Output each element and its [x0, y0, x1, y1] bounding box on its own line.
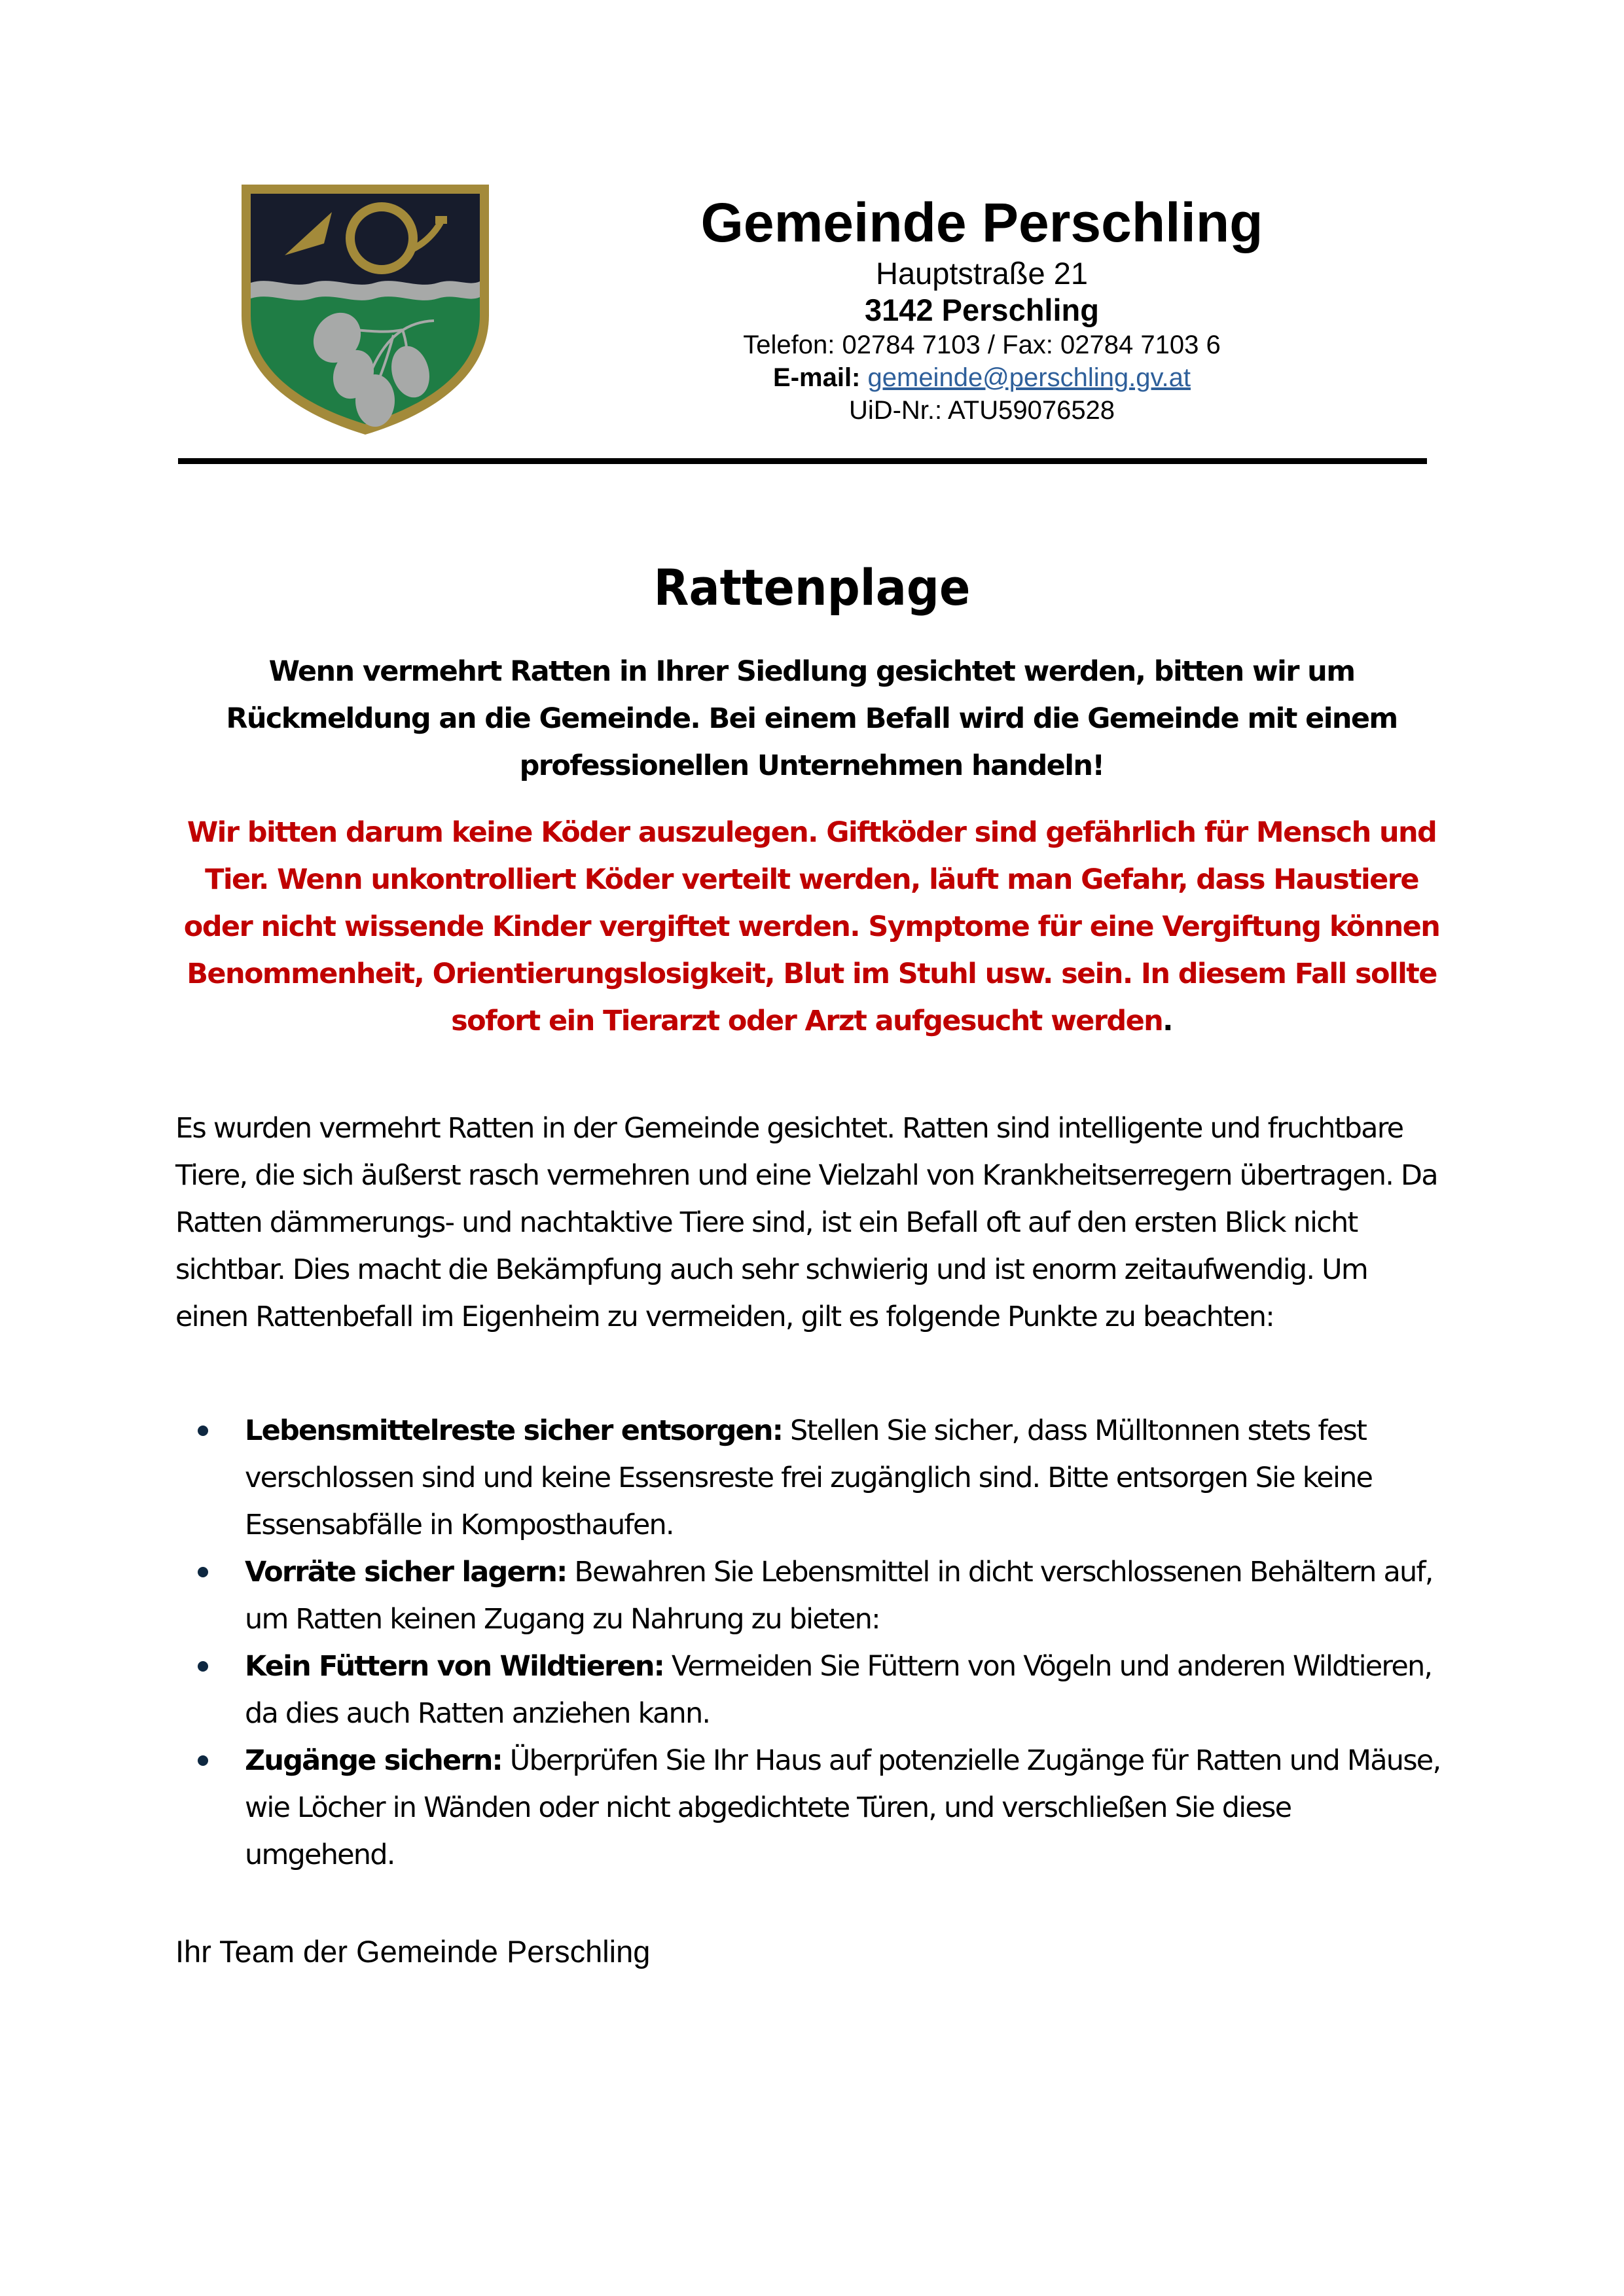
page-title: Rattenplage [653, 558, 971, 617]
bullet-icon [198, 1661, 208, 1672]
tip-text: Stellen Sie sicher, dass Mülltonnen stets fest verschlossen sind und keine Essensreste frei zugänglich sind. Bitte entsorgen Sie keine Essensabfälle in Komposthaufen. [245, 1414, 1373, 1541]
warning-period: . [1163, 1005, 1172, 1037]
tip-text: Überprüfen Sie Ihr Haus auf potenzielle Zugänge für Ratten und Mäuse, wie Löcher in Wänden oder nicht abgedichtete Türen, und verschließen Sie diese umgehend. [245, 1744, 1441, 1871]
municipal-crest-logo [239, 178, 492, 437]
email-link[interactable]: gemeinde@perschling.gv.at [867, 363, 1191, 392]
phone-fax: Telefon: 02784 7103 / Fax: 02784 7103 6 [743, 331, 1221, 359]
street-address: Hauptstraße 21 [876, 256, 1088, 291]
letterhead [655, 190, 1309, 427]
body-paragraph: Es wurden vermehrt Ratten in der Gemeinde gesichtet. Ratten sind intelligente und fruchtbare Tiere, die sich äußerst rasch vermehren und eine Vielzahl von Krankheitserregern übertragen. Da Ratten dämmerungs- und nachtaktive Tiere sind, ist ein Befall oft auf den ersten Blick nicht sichtbar. Dies macht die Bekämpfung auch sehr schwierig und ist enorm zeitaufwendig. Um einen Rattenbefall im Eigenheim zu vermeiden, gilt es folgende Punkte zu beachten: [175, 1112, 1437, 1333]
vat-id: UiD-Nr.: ATU59076528 [848, 396, 1115, 425]
tip-label: Lebensmittelreste sicher entsorgen: [245, 1414, 783, 1447]
municipality-name: Gemeinde Perschling [700, 192, 1263, 253]
tip-text: Bewahren Sie Lebensmittel in dicht verschlossenen Behältern auf, um Ratten keinen Zugang zu Nahrung zu bieten: [245, 1556, 1433, 1636]
signoff: Ihr Team der Gemeinde Perschling [175, 1934, 651, 1969]
warning-paragraph [170, 809, 1453, 1045]
postal-city: 3142 Perschling [865, 293, 1099, 327]
prevention-tips-list [175, 1407, 1445, 1878]
tip-label: Vorräte sicher lagern: [245, 1556, 567, 1588]
bullet-icon [198, 1426, 208, 1436]
header-divider [178, 458, 1427, 464]
tip-text: Vermeiden Sie Füttern von Vögeln und anderen Wildtieren, da dies auch Ratten anziehen kann. [245, 1650, 1432, 1730]
email-label: E-mail: [773, 363, 861, 392]
list-item [175, 1549, 1445, 1643]
list-item [175, 1407, 1445, 1549]
bullet-icon [198, 1567, 208, 1577]
lead-paragraph: Wenn vermehrt Ratten in Ihrer Siedlung gesichtet werden, bitten wir um Rückmeldung an die Gemeinde. Bei einem Befall wird die Gemeinde mit einem professionellen Unternehmen handeln! [226, 655, 1398, 782]
bullet-icon [198, 1755, 208, 1766]
warning-text: Wir bitten darum keine Köder auszulegen. Giftköder sind gefährlich für Mensch und Tier. Wenn unkontrolliert Köder verteilt werden, läuft man Gefahr, dass Haustiere oder nicht wissende Kinder vergiftet werden. Symptome für eine Vergiftung können Benommenheit, Orientierungslosigkeit, Blut im Stuhl usw. sein. In diesem Fall sollte sofort ein Tierarzt oder Arzt aufgesucht werden [183, 816, 1440, 1037]
tip-label: Zugänge sichern: [245, 1744, 502, 1777]
list-item [175, 1643, 1445, 1737]
tip-label: Kein Füttern von Wildtieren: [245, 1650, 664, 1683]
email-row [655, 361, 1309, 394]
list-item [175, 1737, 1445, 1878]
